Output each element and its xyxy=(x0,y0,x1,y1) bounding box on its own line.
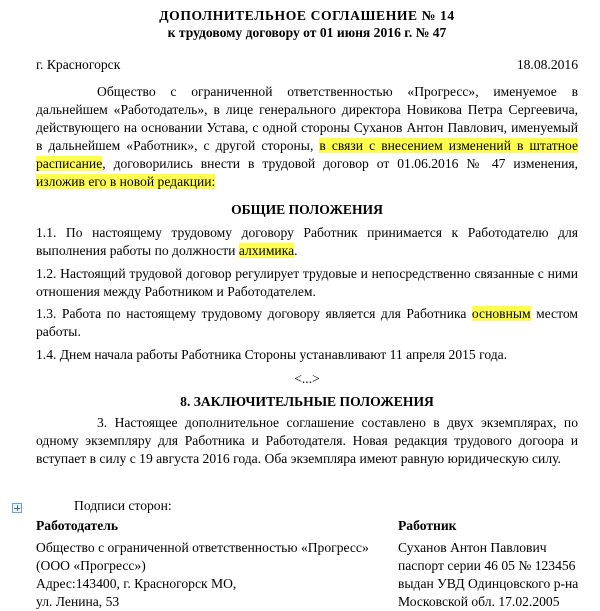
employer-line: (ООО «Прогресс») xyxy=(36,558,146,573)
employee-line: Суханов Антон Павлович xyxy=(398,540,547,555)
employer-line: Адрес:143400, г. Красногорск МО, xyxy=(36,576,237,591)
employee-heading: Работник xyxy=(398,518,457,533)
intro-text-b: , договорились внести в трудовой договор от 01.06.2016 № 47 изменения, xyxy=(102,156,578,171)
intro-text-a: Общество с ограниченной ответственностью «Прогресс», именуемое в дальнейшем «Работодатель», в лице генерального директора Новикова Петра Сергеевича, действующего на основании Устава, с одной стороны Суханов Антон Павлович, именуемый в дальнейшем «Работник», с другой стороны, xyxy=(36,84,578,153)
highlight-1: в связи с внесением изменений в штатное расписание xyxy=(36,138,578,171)
paragraph-3: 3. Настоящее дополнительное соглашение составлено в двух экземплярах, по одному экземпляру для Работника и Работодателя. Новая редакция трудового догоора и вступает в силу с 19 августа 2016 года. Оба экземпляра имеют равную юридическую силу. xyxy=(36,415,578,466)
highlight-main: основным xyxy=(471,306,531,321)
move-handle-icon[interactable] xyxy=(12,503,22,513)
employer-line: Общество с ограниченной ответственностью «Прогресс» xyxy=(36,540,369,555)
paragraph-1-3 xyxy=(36,305,578,341)
employer-block xyxy=(36,517,376,611)
p13-text-a: 1.3. Работа по настоящему трудовому договору является для Работника xyxy=(36,306,472,321)
paragraph-1-2: 1.2. Настоящий трудовой договор регулирует трудовые и непосредственно связанные с ними отношения между Работником и Работодателем. xyxy=(36,266,578,299)
intro-paragraph xyxy=(36,83,578,191)
document-date: 18.08.2016 xyxy=(516,57,578,72)
signatures-title: Подписи сторон: xyxy=(74,498,172,513)
employee-block xyxy=(398,517,598,611)
ellipsis: <...> xyxy=(294,371,320,386)
employee-line: паспорт серии 46 05 № 123456 xyxy=(398,558,576,573)
paragraph-1-4: 1.4. Днем начала работы Работника Стороны устанавливают 11 апреля 2015 года. xyxy=(36,347,508,362)
document-title: ДОПОЛНИТЕЛЬНОЕ СОГЛАШЕНИЕ № 14 xyxy=(159,8,455,23)
p11-text-b: . xyxy=(294,243,298,258)
employee-line: выдан УВД Одинцовского р-на xyxy=(398,576,579,591)
place: г. Красногорск xyxy=(36,57,121,72)
highlight-position: алхимика xyxy=(238,243,295,258)
employee-line: Московской обл. 17.02.2005 xyxy=(398,594,560,609)
document-subtitle: к трудовому договору от 01 июня 2016 г. № 47 xyxy=(167,25,447,40)
p11-text-a: 1.1. По настоящему трудовому договору Работник принимается к Работодателю для выполнения работы по должности xyxy=(36,225,578,258)
section-title-final: 8. ЗАКЛЮЧИТЕЛЬНЫЕ ПОЛОЖЕНИЯ xyxy=(180,394,434,409)
highlight-2: изложив его в новой редакции: xyxy=(36,174,216,189)
employer-line: ул. Ленина, 53 xyxy=(36,594,120,609)
p13-text-b: местом работы. xyxy=(36,306,578,339)
employer-heading: Работодатель xyxy=(36,518,119,533)
paragraph-1-1 xyxy=(36,224,578,260)
section-title-general: ОБЩИЕ ПОЛОЖЕНИЯ xyxy=(231,202,383,217)
